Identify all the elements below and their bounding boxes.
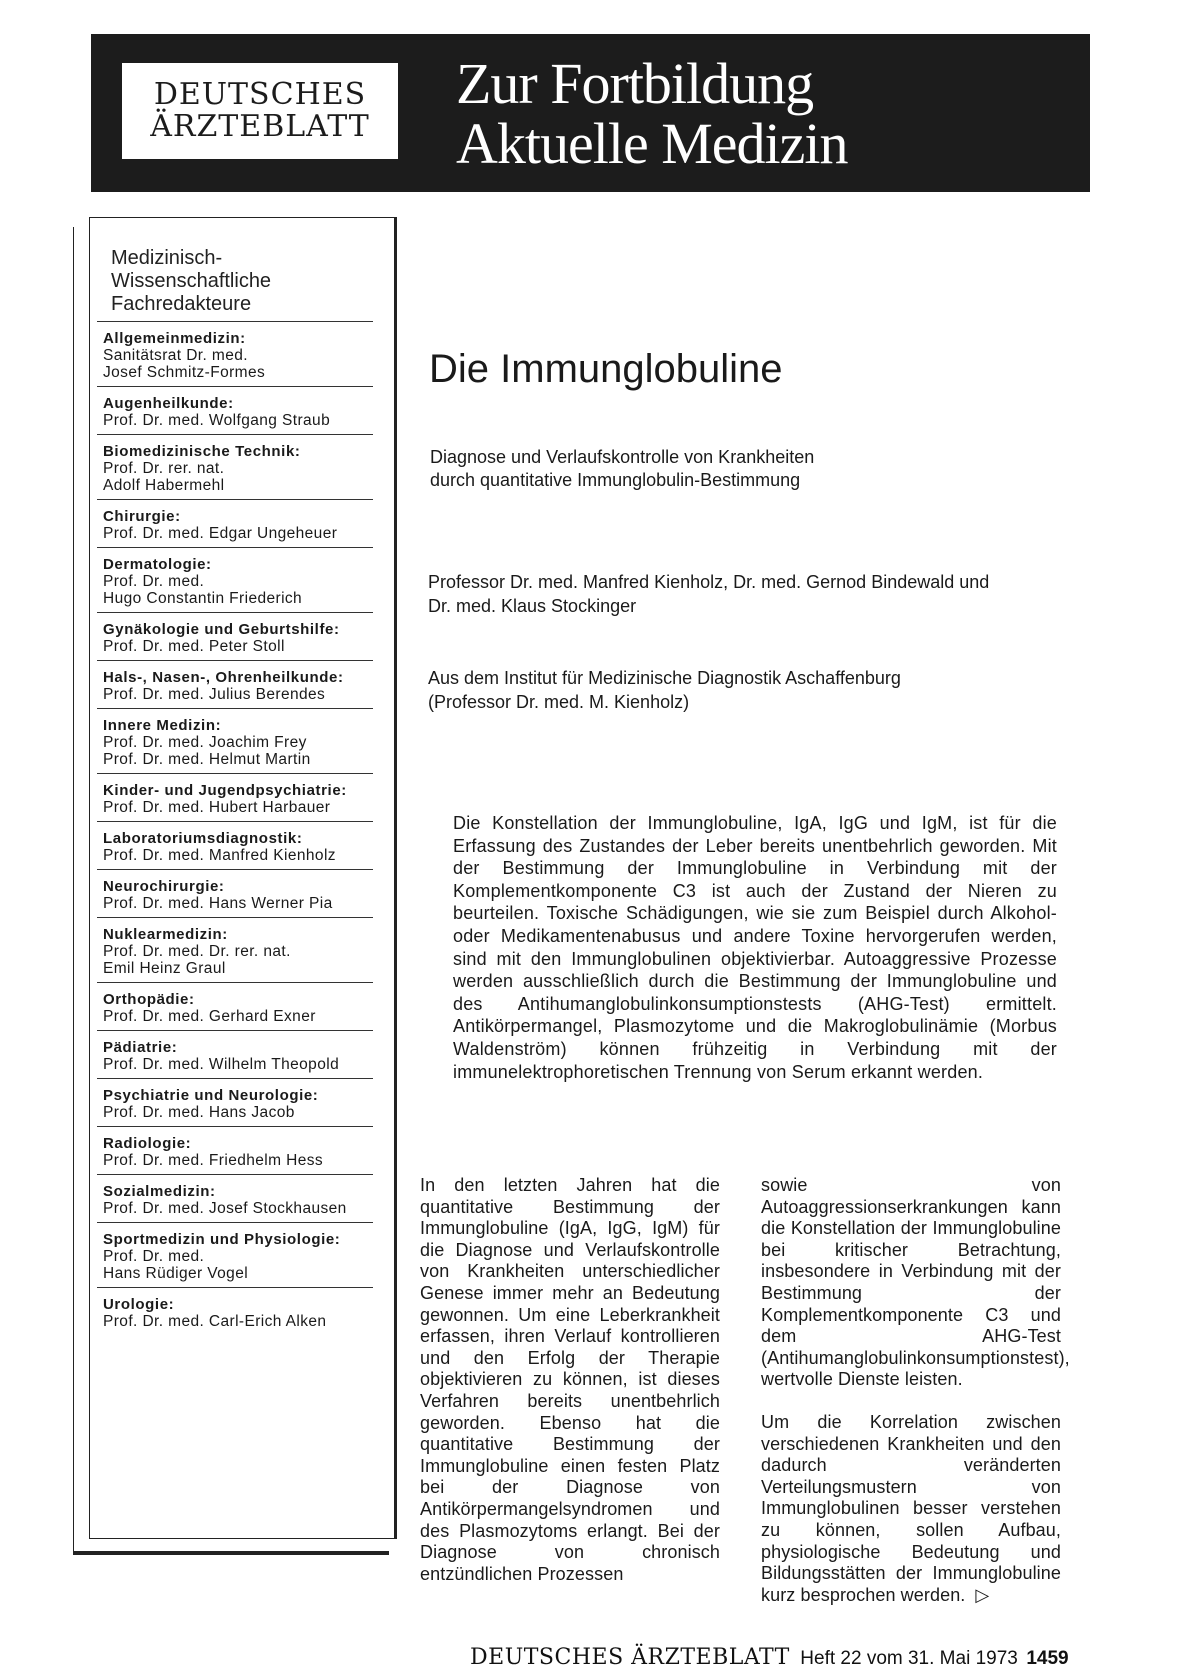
- editor-name: Prof. Dr. med. Hubert Harbauer: [103, 799, 331, 816]
- editor-specialty: [97, 1174, 373, 1222]
- section-title-line-2: Aktuelle Medizin: [456, 111, 848, 176]
- editor-name: Prof. Dr. med. Josef Stockhausen: [103, 1200, 347, 1217]
- editor-name: Josef Schmitz-Formes: [103, 364, 266, 381]
- footer-journal-name: DEUTSCHES ÄRZTEBLATT: [470, 1645, 790, 1670]
- editor-specialty: [97, 708, 373, 773]
- masthead: [91, 34, 1090, 192]
- specialty-name: Allgemeinmedizin:: [103, 330, 246, 347]
- editor-name: Prof. Dr. med. Friedhelm Hess: [103, 1152, 324, 1169]
- editor-name: Prof. Dr. med. Helmut Martin: [103, 751, 311, 768]
- specialty-name: Gynäkologie und Geburtshilfe:: [103, 621, 340, 638]
- editor-specialty: [97, 499, 373, 547]
- logo-line-1: DEUTSCHES: [153, 77, 367, 112]
- editor-name: Prof. Dr. med. Hans Jacob: [103, 1104, 295, 1121]
- editor-name: Prof. Dr. med. Carl-Erich Alken: [103, 1313, 327, 1330]
- editor-specialty: [97, 547, 373, 612]
- subtitle-line: durch quantitative Immunglobulin-Bestimmung: [430, 470, 801, 490]
- editor-name: Sanitätsrat Dr. med.: [103, 347, 248, 364]
- article-abstract: Die Konstellation der Immunglobuline, IgA, IgG und IgM, ist für die Erfassung des Zustandes der Leber bereits unentbehrlich geworden. Mit der Bestimmung der Immunglobuline in Verbindung mit der Komplementkomponente C3 ist auch der Zustand der Nieren zu beurteilen. Toxische Schädigungen, wie sie zum Beispiel durch Alkohol- oder Medikamentenabusus und andere Toxine hervorgerufen werden, sind mit den Immunglobulinen objektivierbar. Autoaggressive Prozesse werden ausschließlich durch die Bestimmung der Immunglobuline und des Antihumanglobulinkonsumptionstests (AHG-Test) ermittelt. Antikörpermangel, Plasmozytome und die Makroglobulinämie (Morbus Waldenström) können frühzeitig in Verbindung mit der immunelektrophoretischen Trennung von Serum erkannt werden.: [453, 813, 1057, 1082]
- specialty-name: Biomedizinische Technik:: [103, 443, 301, 460]
- authors-line: Dr. med. Klaus Stockinger: [428, 596, 637, 616]
- authors-line: Professor Dr. med. Manfred Kienholz, Dr. med. Gernod Bindewald und: [428, 572, 990, 592]
- editor-specialty: [97, 1222, 373, 1287]
- specialty-name: Neurochirurgie:: [103, 878, 225, 895]
- editor-specialty: [97, 1287, 373, 1335]
- editors-list: [97, 321, 373, 1335]
- logo-line-2: ÄRZTEBLATT: [150, 109, 370, 144]
- specialty-name: Nuklearmedizin:: [103, 926, 228, 943]
- body-paragraph-last: [761, 1412, 1061, 1606]
- editor-name: Prof. Dr. med. Peter Stoll: [103, 638, 285, 655]
- editor-specialty: [97, 773, 373, 821]
- page-number: 1459: [1026, 1648, 1069, 1669]
- specialty-name: Augenheilkunde:: [103, 395, 234, 412]
- editor-name: Hugo Constantin Friederich: [103, 590, 303, 607]
- editor-name: Prof. Dr. med.: [103, 573, 205, 590]
- article-title: Die Immunglobuline: [429, 347, 783, 391]
- article-affiliation: [428, 666, 901, 714]
- section-title: [456, 51, 848, 176]
- editor-specialty: [97, 1030, 373, 1078]
- editor-name: Prof. Dr. med. Edgar Ungeheuer: [103, 525, 338, 542]
- editors-heading-line: Fachredakteure: [111, 293, 252, 315]
- editor-name: Prof. Dr. med. Hans Werner Pia: [103, 895, 333, 912]
- editor-name: Prof. Dr. med. Joachim Frey: [103, 734, 307, 751]
- editor-specialty: [97, 321, 373, 386]
- editors-heading-line: Wissenschaftliche: [111, 270, 272, 292]
- subtitle-line: Diagnose und Verlaufskontrolle von Krankheiten: [430, 447, 815, 467]
- editor-name: Emil Heinz Graul: [103, 960, 226, 977]
- editor-name: Prof. Dr. med. Julius Berendes: [103, 686, 326, 703]
- editor-specialty: [97, 982, 373, 1030]
- specialty-name: Pädiatrie:: [103, 1039, 178, 1056]
- section-title-line-1: Zur Fortbildung: [456, 51, 814, 116]
- editors-sidebar: [89, 217, 397, 1539]
- editor-specialty: [97, 1078, 373, 1126]
- editor-name: Prof. Dr. med. Gerhard Exner: [103, 1008, 316, 1025]
- continue-arrow-icon: ▷: [975, 1584, 990, 1605]
- specialty-name: Radiologie:: [103, 1135, 192, 1152]
- affiliation-line: (Professor Dr. med. M. Kienholz): [428, 692, 690, 712]
- body-paragraph: sowie von Autoaggressionserkrankungen kann die Konstellation der Immunglobuline bei kritischer Betrachtung, insbesondere in Verbindung mit der Bestimmung der Komplementkomponente C3 und dem AHG-Test (Antihumanglobulinkonsumptionstest), wertvolle Dienste leisten.: [761, 1175, 1070, 1390]
- specialty-name: Hals-, Nasen-, Ohrenheilkunde:: [103, 669, 344, 686]
- specialty-name: Orthopädie:: [103, 991, 195, 1008]
- editor-name: Prof. Dr. med. Wilhelm Theopold: [103, 1056, 340, 1073]
- editor-specialty: [97, 821, 373, 869]
- editor-name: Prof. Dr. med. Dr. rer. nat.: [103, 943, 291, 960]
- editor-specialty: [97, 1126, 373, 1174]
- journal-logo: [119, 60, 401, 162]
- specialty-name: Dermatologie:: [103, 556, 212, 573]
- specialty-name: Kinder- und Jugendpsychiatrie:: [103, 782, 347, 799]
- editor-specialty: [97, 386, 373, 434]
- affiliation-line: Aus dem Institut für Medizinische Diagnostik Aschaffenburg: [428, 668, 901, 688]
- editor-name: Prof. Dr. med. Wolfgang Straub: [103, 412, 331, 429]
- body-paragraph: In den letzten Jahren hat die quantitative Bestimmung der Immunglobuline (IgA, IgG, IgM) für die Diagnose und Verlaufskontrolle von Krankheiten unterschiedlicher Genese immer mehr an Bedeutung gewonnen. Um eine Leberkrankheit erfassen, ihren Verlauf kontrollieren und den Erfolg der Therapie objektivieren zu können, ist dieses Verfahren bereits unentbehrlich geworden. Ebenso hat die quantitative Bestimmung der Immunglobuline einen festen Platz bei der Diagnose von Antikörpermangelsyndromen und des Plasmozytoms erlangt. Bei der Diagnose von chronisch entzündlichen Prozessen: [420, 1175, 720, 1584]
- footer-issue: Heft 22 vom 31. Mai 1973: [800, 1648, 1018, 1669]
- editor-name: Adolf Habermehl: [103, 477, 225, 494]
- body-paragraph-text: Um die Korrelation zwischen verschiedenen Krankheiten und den dadurch veränderten Verteilungsmustern von Immunglobulinen besser verstehen zu können, sollen Aufbau, physiologische Bedeutung und Bildungsstätten der Immunglobuline kurz besprochen werden.: [761, 1411, 1061, 1605]
- editor-name: Hans Rüdiger Vogel: [103, 1265, 249, 1282]
- editor-specialty: [97, 869, 373, 917]
- specialty-name: Psychiatrie und Neurologie:: [103, 1087, 319, 1104]
- body-column-left: [420, 1175, 720, 1585]
- specialty-name: Laboratoriumsdiagnostik:: [103, 830, 303, 847]
- editors-heading-line: Medizinisch-: [111, 247, 223, 269]
- editor-name: Prof. Dr. med.: [103, 1248, 205, 1265]
- specialty-name: Chirurgie:: [103, 508, 181, 525]
- editor-name: Prof. Dr. rer. nat.: [103, 460, 225, 477]
- specialty-name: Sozialmedizin:: [103, 1183, 216, 1200]
- specialty-name: Innere Medizin:: [103, 717, 222, 734]
- editor-name: Prof. Dr. med. Manfred Kienholz: [103, 847, 336, 864]
- editors-heading: [111, 247, 271, 316]
- article-subtitle: [430, 446, 814, 492]
- editor-specialty: [97, 917, 373, 982]
- editor-specialty: [97, 612, 373, 660]
- body-column-right: [761, 1175, 1070, 1627]
- specialty-name: Urologie:: [103, 1296, 175, 1313]
- article-authors: [428, 570, 989, 618]
- editor-specialty: [97, 434, 373, 499]
- page-footer: [470, 1645, 1069, 1670]
- specialty-name: Sportmedizin und Physiologie:: [103, 1231, 341, 1248]
- editor-specialty: [97, 660, 373, 708]
